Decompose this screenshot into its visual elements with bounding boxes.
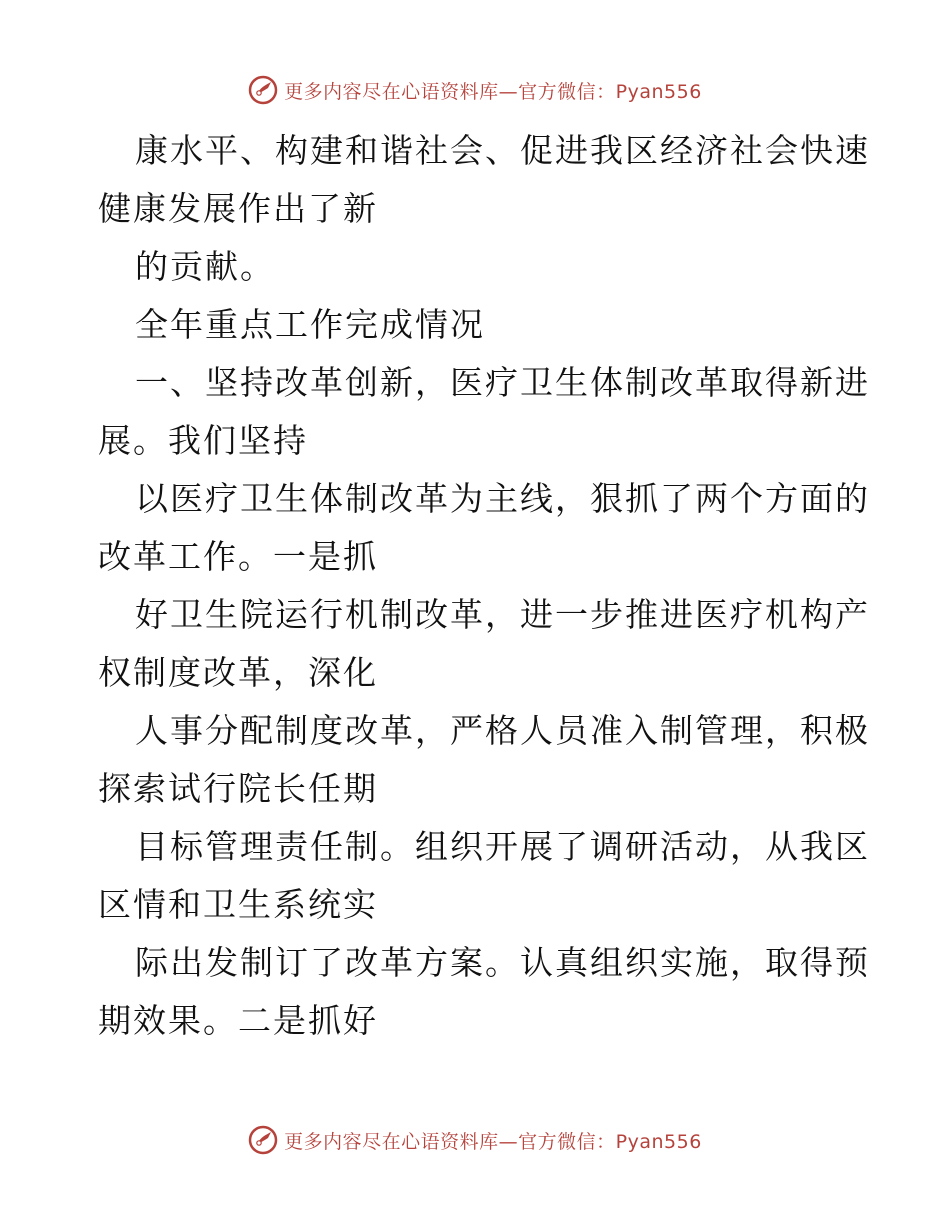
text-line: 目标管理责任制。组织开展了调研活动，从我区 xyxy=(135,827,870,866)
document-body xyxy=(98,122,870,1050)
logo-icon xyxy=(248,75,278,105)
text-line: 好卫生院运行机制改革，进一步推进医疗机构产 xyxy=(135,595,870,634)
text-line: 探索试行院长任期 xyxy=(98,769,378,808)
text-line: 展。我们坚持 xyxy=(98,421,308,460)
logo-icon xyxy=(248,1125,278,1155)
text-line: 权制度改革，深化 xyxy=(98,653,378,692)
text-line: 健康发展作出了新 xyxy=(98,189,378,228)
footer-banner xyxy=(0,1122,950,1158)
banner-text: 更多内容尽在心语资料库—官方微信：Pyan556 xyxy=(284,1130,702,1153)
text-line: 区情和卫生系统实 xyxy=(98,885,378,924)
banner-text: 更多内容尽在心语资料库—官方微信：Pyan556 xyxy=(284,80,702,103)
text-line: 的贡献。 xyxy=(135,247,275,286)
text-line: 改革工作。一是抓 xyxy=(98,537,378,576)
section-heading: 全年重点工作完成情况 xyxy=(135,305,485,344)
text-line: 期效果。二是抓好 xyxy=(98,1001,378,1040)
text-line: 以医疗卫生体制改革为主线，狠抓了两个方面的 xyxy=(135,479,870,518)
text-line: 际出发制订了改革方案。认真组织实施，取得预 xyxy=(135,943,870,982)
text-line: 一、坚持改革创新，医疗卫生体制改革取得新进 xyxy=(135,363,870,402)
text-line: 人事分配制度改革，严格人员准入制管理，积极 xyxy=(135,711,870,750)
header-banner xyxy=(0,72,950,108)
text-line: 康水平、构建和谐社会、促进我区经济社会快速 xyxy=(135,131,870,170)
